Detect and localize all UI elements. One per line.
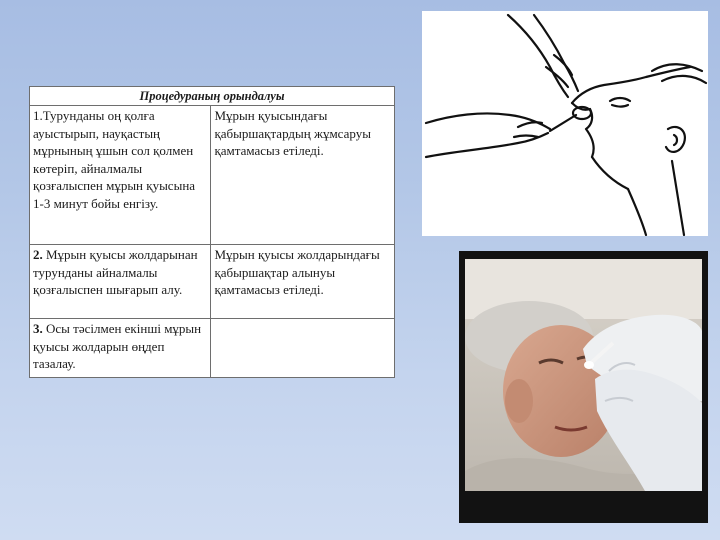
result-text: Мұрын қуысы жолдарындағы қабыршақтар алынуы қамтамасыз етіледі. bbox=[214, 247, 380, 297]
action-cell bbox=[30, 106, 211, 245]
action-cell bbox=[30, 319, 211, 378]
result-cell bbox=[211, 319, 395, 378]
step-number: 2. bbox=[33, 247, 43, 262]
table-row bbox=[30, 319, 395, 378]
action-text: Мұрын қуысы жолдарынан турунданы айналмалы қозғалыспен шығарып алу. bbox=[33, 247, 198, 297]
result-text: Мұрын қуысындағы қабыршақтардың жұмсаруы қамтамасыз етіледі. bbox=[214, 108, 371, 158]
table-row bbox=[30, 106, 395, 245]
action-text: Турунданы оң қолға ауыстырып, науқастың мұрнының ұшын сол қолмен көтеріп, айналмалы қозғалыспен мұрын қуысына 1-3 минут бойы енгізу. bbox=[33, 108, 196, 211]
procedure-table bbox=[29, 86, 395, 378]
step-number: 3. bbox=[33, 321, 43, 336]
action-cell bbox=[30, 245, 211, 319]
table-header-row bbox=[30, 87, 395, 106]
nose-procedure-illustration bbox=[422, 11, 708, 236]
patient-photo bbox=[459, 251, 708, 523]
table-row bbox=[30, 245, 395, 319]
result-cell bbox=[211, 106, 395, 245]
table-header: Процедураның орындалуы bbox=[30, 87, 395, 106]
result-cell bbox=[211, 245, 395, 319]
action-text: Осы тәсілмен екінші мұрын қуысы жолдарын өңдеп тазалау. bbox=[33, 321, 202, 371]
step-number: 1. bbox=[33, 108, 43, 123]
line-drawing-image bbox=[422, 11, 708, 236]
photo-image bbox=[459, 251, 708, 523]
